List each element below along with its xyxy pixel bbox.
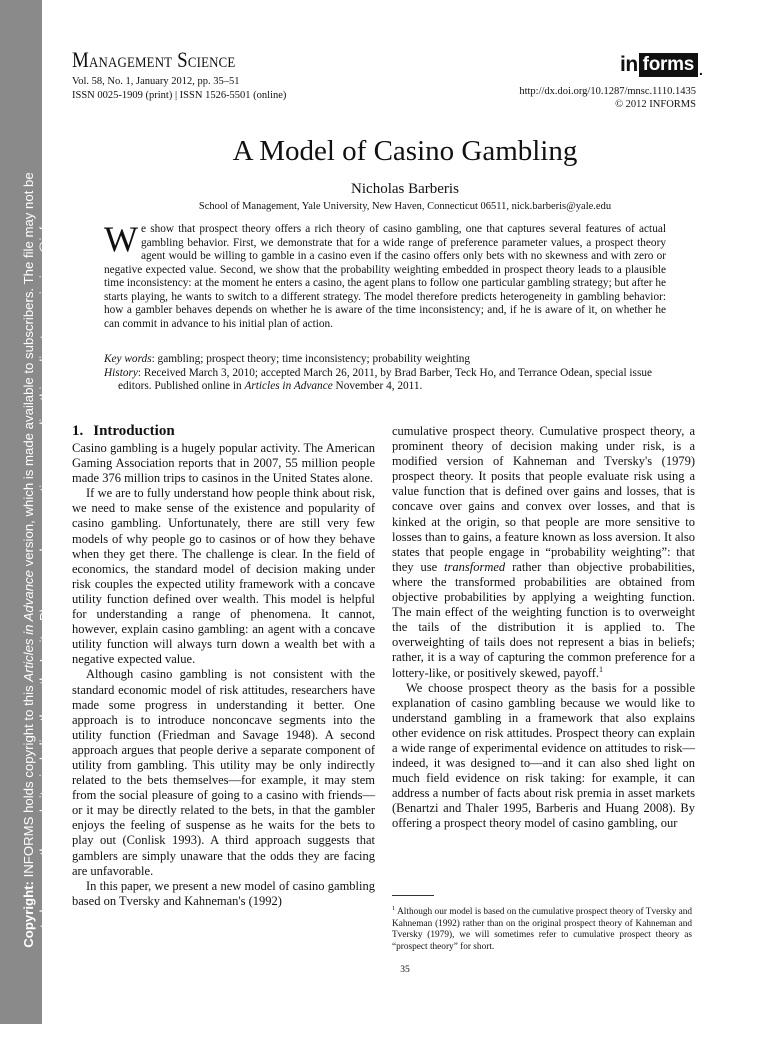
paper-title: A Model of Casino Gambling [232, 135, 578, 167]
keywords: Key words: gambling; prospect theory; time inconsistency; probability weighting [104, 353, 471, 365]
section-heading: 1. Introduction [72, 423, 175, 439]
footnote-marker[interactable]: 1 [599, 664, 604, 674]
paragraph: Although casino gambling is not consistent with the standard economic model of risk attitudes, researchers have made some progress in understanding it better. One approach is to introduce nonconcave segments into the utility function (Friedman and Savage 1948). A second approach argues that people derive a separate component of utility from gambling. This utility may be only indirectly related to the bets themselves—for example, it may stem from the social pleasure of going to a casino with friends—or it may be directly related to the bets, in that the gambler enjoys the feeling of suspense as he waits for the bets to play out (Conlisk 1993). A third approach suggests that gamblers are simply unaware that the odds they are facing are unfavorable. [72, 667, 375, 878]
page-number: 35 [400, 965, 410, 975]
paragraph: cumulative prospect theory. Cumulative prospect theory, a prominent theory of decision making under risk, is a modified version of Kahneman and Tversky's (1979) prospect theory. It posits that people evaluate risk using a value function that is defined over gains and losses, that is concave over gains and convex over losses, and that is kinked at the origin, so that people are more sensitive to losses than to gains, a feature known as loss aversion. It also states that people engage in “probability weighting”: that they use transformed rather than objective probabilities, where the transformed probabilities are obtained from objective probabilities by applying a weighting function. The main effect of the weighting function is to overweight the tails of the distribution it is applied to. The overweighting of tails does not represent a bias in beliefs; rather, it is a way of capturing the common preference for a lottery-like, or positively skewed, payoff.$^1$ [392, 424, 696, 680]
author-name: Nicholas Barberis [351, 181, 459, 197]
volume-info: Vol. 58, No. 1, January 2012, pp. 35–51 ISSN 0025-1909 (print) | ISSN 1526-5501 (online) [72, 76, 287, 101]
history: History: Received March 3, 2010; accepted March 26, 2011, by Brad Barber, Teck Ho, and Terrance Odean, special issue editors. Published online in Articles in Advance November 4, 2011. [104, 366, 652, 392]
paragraph: Casino gambling is a hugely popular activity. The American Gaming Association reports that in 2007, 55 million people made 376 million trips to casinos in the United States alone. [72, 441, 375, 486]
left-column [72, 423, 375, 909]
drop-cap: W [104, 219, 138, 259]
footnote-rule [392, 895, 434, 896]
article-metadata [104, 353, 674, 394]
abstract: We show that prospect theory offers a rich theory of casino gambling, one that captures several features of actual gambling behavior. First, we demonstrate that for a wide range of preference parameter values, a prospect theory agent would be willing to gamble in a casino even if the casino offers only bets with no skewness and with zero or negative expected value. Second, we show that the probability weighting embedded in prospect theory leads to a plausible time inconsistency: at the moment he enters a casino, the agent plans to follow one particular gambling strategy; but after he starts playing, he wants to switch to a different strategy. The model therefore predicts heterogeneity in gambling behavior: how a gambler behaves depends on whether he is aware of the time inconsistency; and, if he is aware of it, on whether he can commit in advance to his initial plan of action. [104, 219, 666, 330]
copyright-label: Copyright: [21, 881, 36, 948]
footnote: $^1$ Although our model is based on the cumulative prospect theory of Tversky and Kahneman (1992) rather than on the original prospect theory of Kahneman and Tversky (1979), we will sometimes refer to cumulative prospect theory as “prospect theory” for short. [392, 905, 692, 952]
paragraph: If we are to fully understand how people think about risk, we need to make sense of the existence and popularity of casino gambling. Unfortunately, there are still very few models of why people go to casinos or of how they behave when they get there. The challenge is clear. In the field of economics, the standard model of decision making under risk couples the expected utility framework with a concave utility function defined over wealth. This model is helpful for understanding a range of phenomena. It cannot, however, explain casino gambling: an agent with a concave utility function will always turn down a wealth bet with a negative expected value. [72, 486, 375, 667]
informs-logo: in forms . [620, 53, 703, 78]
paragraph: In this paper, we present a new model of casino gambling based on Tversky and Kahneman's (1992) [72, 878, 375, 908]
author-affiliation: School of Management, Yale University, New Haven, Connecticut 06511, nick.barberis@yale.edu [198, 201, 612, 212]
paragraph: We choose prospect theory as the basis for a possible explanation of casino gambling because we would like to understand gambling in a framework that also explains other evidence on risk attitudes. Prospect theory can explain a wide range of experimental evidence on attitudes to risk—indeed, it was designed to—and it can also shed light on much field evidence on risk taking: for example, it can address a number of facts about risk premia in asset markets (Benartzi and Thaler 1995, Barberis and Huang 2008). By offering a prospect theory model of casino gambling, our [392, 680, 695, 831]
right-column [392, 424, 695, 832]
doi-link[interactable]: http://dx.doi.org/10.1287/mnsc.1110.1435 [519, 86, 696, 97]
journal-name: Management Science [72, 47, 236, 72]
copyright-notice: Copyright: INFORMS holds copyright to this Articles in Advance version, which is made available to subscribers. The file may not be posted on any other website, including the author's site. Please send any questions regarding this policy to permissions@informs.org. [21, 170, 52, 950]
doi-block: http://dx.doi.org/10.1287/mnsc.1110.1435 © 2012 INFORMS [519, 86, 696, 110]
